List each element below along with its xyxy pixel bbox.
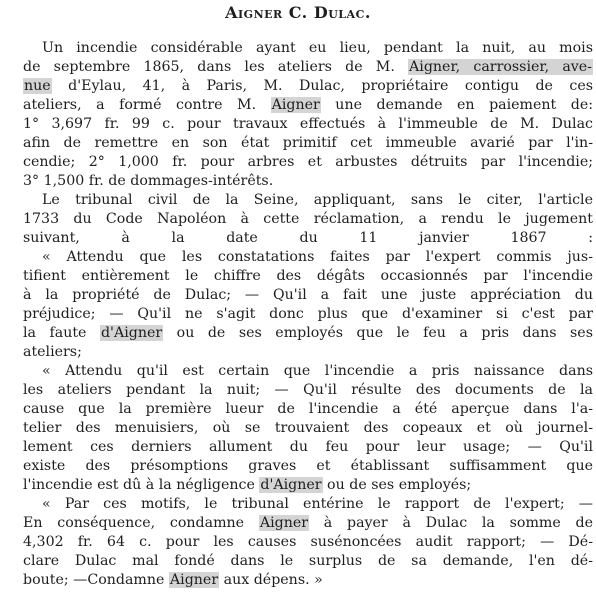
text-line: [23, 419, 593, 438]
case-title-separator: C.: [282, 3, 314, 22]
text-run: boute; —Condamne: [23, 572, 169, 588]
highlighted-name: Aigner: [259, 515, 309, 531]
case-party-defendant: Dulac.: [313, 3, 371, 22]
text-run: 1733 du Code Napoléon à cette réclamation, a rendu le jugement: [23, 211, 593, 227]
text-run: de septembre 1865, dans les ateliers de M.: [23, 59, 409, 75]
text-line: [23, 438, 593, 457]
text-line: [23, 58, 593, 77]
text-line: [42, 39, 593, 58]
highlighted-name: Aigner: [169, 572, 219, 588]
highlighted-name: d'Aigner: [100, 325, 163, 341]
text-run: ou de ses employés;: [322, 477, 472, 493]
text-run: à la propriété de Dulac; — Qu'il a fait une juste appréciation du: [23, 287, 593, 303]
text-run: « Attendu qu'il est certain que l'incendie a pris naissance dans: [42, 363, 593, 379]
text-run: suivant, à la date du 11 janvier 1867 :: [23, 230, 593, 246]
text-line: [23, 571, 323, 590]
text-run: Un incendie considérable ayant eu lieu, pendant la nuit, au mois: [42, 40, 593, 56]
text-run: afin de remettre en son état primitif cet immeuble avarié par l'in-: [23, 135, 593, 151]
text-line: [23, 77, 593, 96]
highlighted-name: d'Aigner: [260, 477, 322, 493]
text-line: [23, 267, 593, 286]
text-run: à payer à Dulac la somme de: [309, 515, 593, 531]
text-run: tifient entièrement le chiffre des dégâts occasionnés par l'incendie: [23, 268, 593, 284]
text-run: Le tribunal civil de la Seine, appliquant, sans le citer, l'article: [42, 192, 593, 208]
text-run: « Attendu que les constatations faites par l'expert commis jus-: [42, 249, 593, 265]
text-run: aux dépens. »: [219, 572, 323, 588]
text-run: l'incendie est dû à la négligence: [23, 477, 260, 493]
text-run: ou de ses employés que le feu a pris dans ses: [163, 325, 593, 341]
text-line: [23, 229, 593, 248]
text-line: [23, 210, 593, 229]
text-run: 1° 3,697 fr. 99 c. pour travaux effectués à l'immeuble de M. Dulac: [23, 116, 593, 132]
text-line: [23, 381, 593, 400]
text-line: [23, 153, 593, 172]
text-run: cause que la première lueur de l'incendie a été aperçue dans l'a-: [23, 401, 593, 417]
text-run: « Par ces motifs, le tribunal entérine le rapport de l'expert; —: [42, 496, 593, 512]
text-line: [23, 400, 593, 419]
text-line: [23, 514, 593, 533]
text-run: la faute: [23, 325, 100, 341]
text-line: [23, 115, 593, 134]
text-line: [23, 533, 593, 552]
text-line: [23, 343, 82, 362]
text-run: lement ces derniers allument du feu pour leur usage; — Qu'il: [23, 439, 593, 455]
text-run: ateliers, a formé contre M.: [23, 97, 271, 113]
text-line: [23, 96, 593, 115]
highlighted-name: Aigner, carrossier, ave-: [409, 59, 592, 75]
text-line: [23, 476, 471, 495]
text-run: les ateliers pendant la nuit; — Qu'il résulte des documents de la: [23, 382, 593, 398]
text-line: [23, 324, 593, 343]
text-run: 4,302 fr. 64 c. pour les causes susénoncées audit rapport; — Dé-: [23, 534, 593, 550]
highlighted-name: Aigner: [271, 97, 320, 113]
text-run: ateliers;: [23, 344, 82, 360]
text-line: [23, 134, 593, 153]
text-line: [23, 286, 593, 305]
text-run: une demande en paiement de:: [320, 97, 593, 113]
text-line: [23, 457, 593, 476]
text-line: [42, 495, 593, 514]
text-run: clare Dulac mal fondé dans le surplus de sa demande, l'en dé-: [23, 553, 593, 569]
text-run: préjudice; — Qu'il ne s'agit donc plus que d'examiner si c'est par: [23, 306, 593, 322]
text-run: cendie; 2° 1,000 fr. pour arbres et arbustes détruits par l'incendie;: [23, 154, 593, 170]
text-line: [23, 305, 593, 324]
text-line: [42, 191, 593, 210]
text-run: telier des menuisiers, où se trouvaient des copeaux et où journel-: [23, 420, 593, 436]
text-line: [42, 248, 593, 267]
highlighted-name: nue: [24, 78, 51, 94]
text-run: En conséquence, condamne: [23, 515, 259, 531]
case-party-plaintiff: Aigner: [225, 3, 283, 22]
text-line: [42, 362, 593, 381]
text-run: 3° 1,500 fr. de dommages-intérêts.: [23, 173, 274, 189]
case-title: [0, 3, 596, 23]
text-line: [23, 172, 273, 191]
text-line: [23, 552, 593, 571]
text-run: existe des présomptions graves et établissant suffisamment que: [23, 458, 593, 474]
text-run: d'Eylau, 41, à Paris, M. Dulac, propriétaire contigu de ces: [51, 78, 593, 94]
